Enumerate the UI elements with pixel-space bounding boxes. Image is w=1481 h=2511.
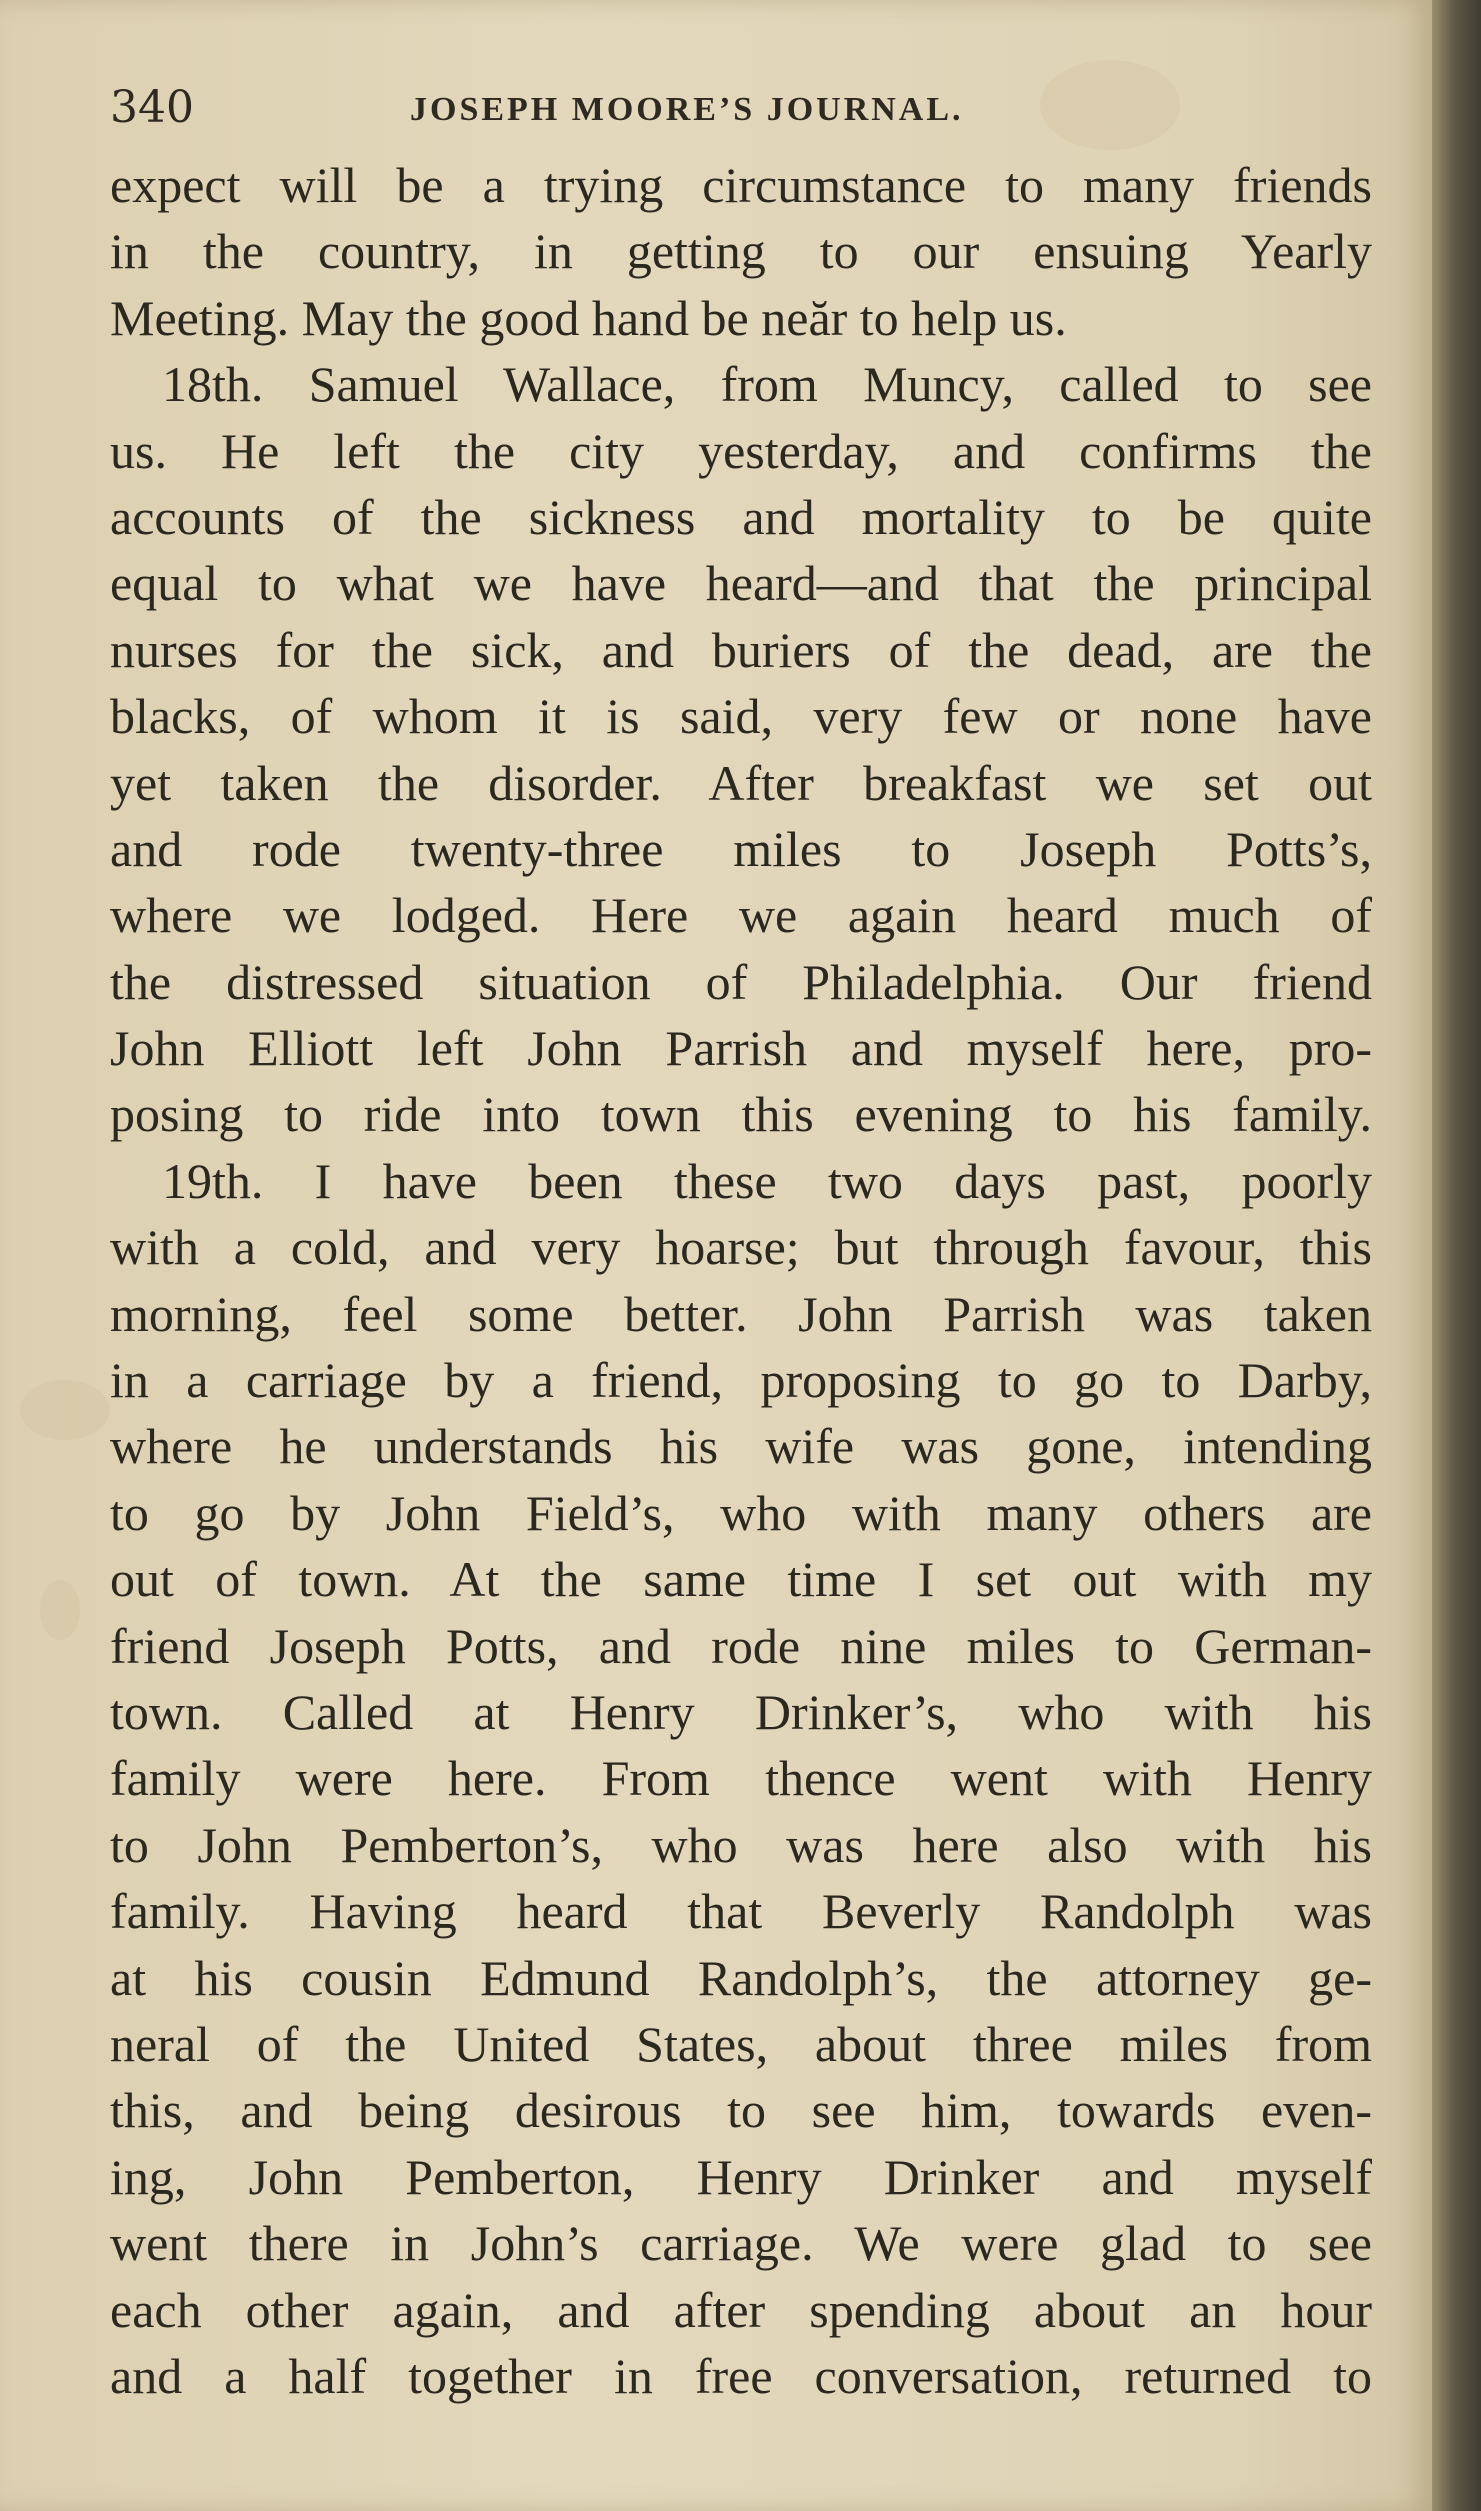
text-line: expect will be a trying circumstance to many friends xyxy=(110,157,1372,213)
text-line: at his cousin Edmund Randolph’s, the attorney ge- xyxy=(110,1949,1372,2006)
page-number: 340 xyxy=(110,82,194,133)
text-line: family were here. From thence went with Henry xyxy=(110,1750,1372,1807)
text-line: town. Called at Henry Drinker’s, who with his xyxy=(110,1683,1372,1740)
text-line: family. Having heard that Beverly Randolph was xyxy=(110,1883,1372,1940)
text-line: equal to what we have heard—and that the principal xyxy=(110,555,1372,612)
text-line: this, and being desirous to see him, towards even- xyxy=(110,2082,1372,2139)
text-line: posing to ride into town this evening to his family. xyxy=(110,1086,1372,1143)
text-line: and rode twenty-three miles to Joseph Potts’s, xyxy=(110,820,1372,877)
text-line: to John Pemberton’s, who was here also with his xyxy=(110,1816,1372,1873)
text-line: yet taken the disorder. After breakfast we set out xyxy=(110,754,1372,811)
book-spine-edge xyxy=(1432,0,1481,2511)
text-line: out of town. At the same time I set out with my xyxy=(110,1551,1372,1608)
text-line: us. He left the city yesterday, and confirms the xyxy=(110,422,1372,479)
text-line: friend Joseph Potts, and rode nine miles to German- xyxy=(110,1617,1372,1674)
text-line: accounts of the sickness and mortality to be quite xyxy=(110,488,1372,545)
running-head: JOSEPH MOORE’S JOURNAL. xyxy=(410,91,964,128)
text-line: in a carriage by a friend, proposing to go to Darby, xyxy=(110,1352,1372,1409)
text-line: with a cold, and very hoarse; but through favour, this xyxy=(110,1219,1372,1276)
paper-stain xyxy=(20,1380,110,1440)
text-line: to go by John Field’s, who with many others are xyxy=(110,1484,1372,1541)
text-line: 18th. Samuel Wallace, from Muncy, called to see xyxy=(162,356,1372,413)
text-line: 19th. I have been these two days past, poorly xyxy=(162,1152,1372,1209)
text-line: blacks, of whom it is said, very few or none have xyxy=(110,688,1372,745)
paper-stain xyxy=(40,1580,80,1640)
text-line: neral of the United States, about three miles from xyxy=(110,2015,1372,2072)
text-line: in the country, in getting to our ensuing Yearly xyxy=(110,223,1372,280)
page-header xyxy=(110,78,1372,138)
text-line: the distressed situation of Philadelphia. Our friend xyxy=(110,953,1372,1010)
text-line: each other again, and after spending about an hour xyxy=(110,2281,1372,2338)
text-line: Meeting. May the good hand be neăr to help us. xyxy=(110,289,1067,346)
text-line: morning, feel some better. John Parrish was taken xyxy=(110,1285,1372,1342)
journal-text xyxy=(110,152,1372,2409)
text-line: where he understands his wife was gone, intending xyxy=(110,1418,1372,1475)
text-line: nurses for the sick, and buriers of the dead, are the xyxy=(110,621,1372,678)
text-line: John Elliott left John Parrish and myself here, pro- xyxy=(110,1020,1372,1077)
text-line: ing, John Pemberton, Henry Drinker and myself xyxy=(110,2148,1372,2205)
text-line: went there in John’s carriage. We were glad to see xyxy=(110,2215,1372,2272)
text-line: where we lodged. Here we again heard much of xyxy=(110,887,1372,944)
text-line: and a half together in free conversation, returned to xyxy=(110,2347,1372,2404)
